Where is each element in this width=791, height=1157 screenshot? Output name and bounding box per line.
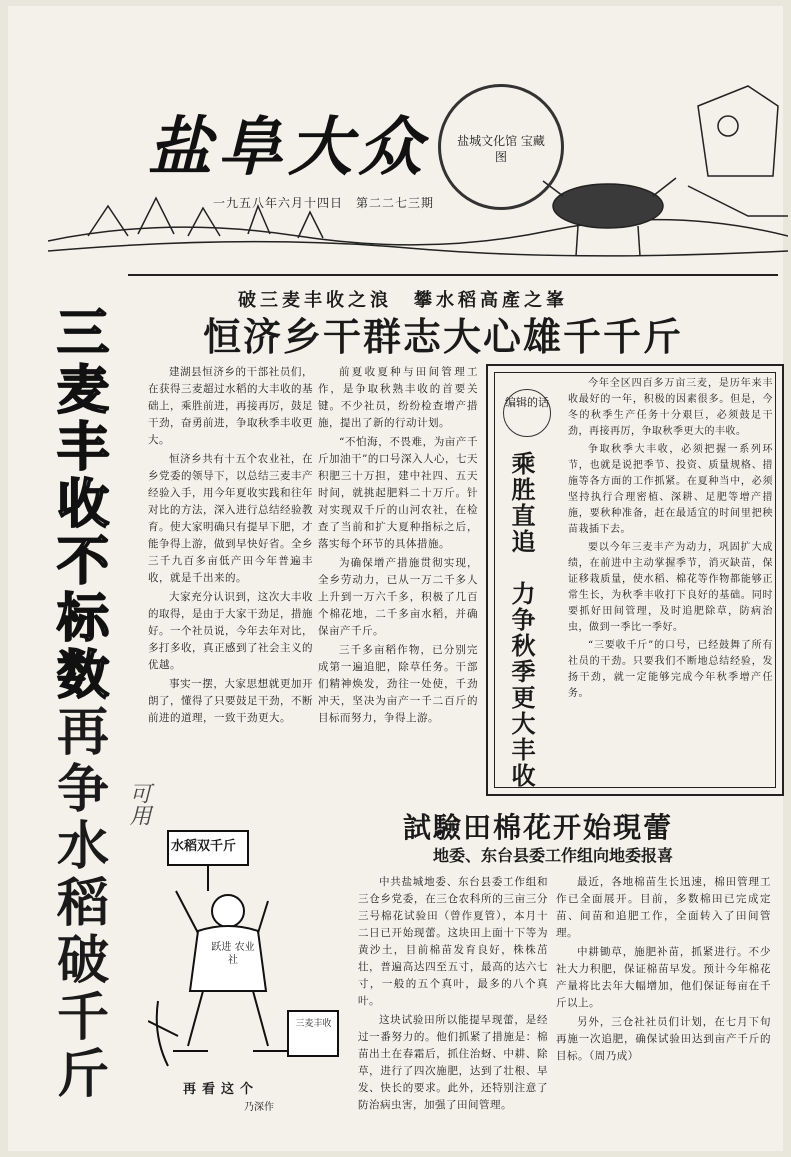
- cartoon-sign-text: 水稻双千斤: [171, 839, 237, 854]
- slogan-char: 丰: [56, 418, 109, 478]
- slogan-char: 不: [56, 532, 109, 592]
- paragraph: 另外，三仓社社员们计划，在七月下旬再施一次追肥，确保试验田达到亩产千斤的目标。（周乃成）: [556, 1016, 771, 1062]
- paragraph: 三千多亩稻作物，已分别完成第一遍追肥，除草任务。干部们精神焕发，劲往一处使，千劲冲天，坚决为亩产一千二百斤的目标而努力，争得上游。: [318, 644, 478, 724]
- masthead-divider: [128, 274, 778, 276]
- lead-subhead: 破三麦丰收之浪 攀水稻高產之峯: [238, 290, 568, 311]
- paragraph: 最近，各地棉苗生长迅速，棉田管理工作已全面展开。目前，多数棉田已完成定苗、间苗和追肥工作，全面转入了田间管理。: [556, 876, 771, 939]
- slogan-char: 千: [56, 988, 109, 1048]
- library-stamp: [438, 84, 564, 210]
- masthead-title: 盐阜大众: [148, 110, 428, 185]
- slogan-char: 破: [56, 931, 109, 991]
- slogan-char: 麦: [56, 361, 109, 421]
- paragraph: 为确保增产措施贯彻实现，全乡劳动力，已从一万二千多人上升到一万六千多，积极了几百个棉花地，二千多亩水稻，并确保亩产千斤。: [318, 557, 478, 637]
- cartoon-shirt-text: 跃进 农业社: [211, 942, 255, 966]
- second-headline: 試驗田棉花开始現蕾: [403, 811, 674, 844]
- slogan-char: 稻: [56, 874, 109, 934]
- paragraph: 今年全区四百多万亩三麦，是历年来丰收最好的一年，积极的因素很多。但是，今冬的秋季生产任务十分艰巨，必须鼓足干劲，再接再厉，争取秋季更大的丰收。: [568, 378, 773, 437]
- paragraph: 中共盐城地委、东台县委工作组和三仓乡党委，在三仓农科所的三亩三分三号棉花试验田（曾作夏管），本月十二日已开始现蕾。这块田上面十下等为黄沙土，目前棉苗发育良好，株株茁壮，普遍高达四至五寸，最高的达六七寸，一般的五个真叶，最多的八个真叶。: [358, 876, 548, 1007]
- editorial-text: [568, 376, 773, 786]
- editorial-vertical-title: 乘胜直追 力争秋季更大丰收: [507, 451, 536, 789]
- cartoon-box-text: 三麦丰收: [295, 1019, 332, 1029]
- stamp-text: 盐城文化馆 宝藏图: [457, 134, 545, 164]
- second-column-2: [556, 874, 771, 1134]
- slogan-char: 数: [56, 646, 109, 706]
- slogan-char: 标: [56, 589, 109, 649]
- paragraph: 建湖县恒济乡的干部社员们，在获得三麦超过水稻的大丰收的基础上，乘胜前进，再接再厉，鼓足干劲，奋勇前进，争取秋季丰收更大。: [148, 366, 313, 446]
- paragraph: 这块试验田所以能提早现蕾，是经过一番努力的。他们抓紧了措施是：棉苗出土在春霜后，抓住治蚜、中耕、除草，进行了四次施肥，达到了壮根、早发、快长的要求。此外，还特别注意了防治病虫害，加强了田间管理。: [358, 1014, 548, 1111]
- vertical-slogan: [18, 306, 148, 1104]
- paragraph: 前夏收夏种与田间管理工作，是争取秋熟丰收的首要关键。不少社员，纷纷检查增产措施，提出了新的行动计划。: [318, 366, 478, 429]
- newspaper-page: [8, 6, 783, 1151]
- paragraph: 事实一摆，大家思想就更加开朗了，懂得了只要鼓足干劲，不断前进的道理，一致干劲更大。: [148, 678, 313, 724]
- cartoon-caption: 再看这个: [183, 1082, 260, 1097]
- slogan-char: 争: [56, 760, 109, 820]
- paragraph: 中耕锄草，施肥补苗，抓紧进行。不少社大力积肥，保证棉苗早发。预计今年棉花产量将比去年大幅增加，他们保证每亩在千斤以上。: [556, 946, 771, 1009]
- paragraph: 恒济乡共有十五个农业社，在乡党委的领导下，以总结三麦丰产经验入手，用今年夏收实践和往年对比的方法，深入进行总结经验教育。使大家明确只有提早下肥，才能争得上游，做到早快好省。全乡三千九百多亩低产田今年普遍丰收，就是千出来的。: [148, 453, 313, 584]
- paragraph: “三要收千斤”的口号，已经鼓舞了所有社员的干劲。只要我们不断地总结经验，发扬干劲，就一定能够完成今年秋季增产任务。: [568, 640, 773, 699]
- paragraph: 大家充分认识到，这次大丰收的取得，是由于大家干劲足，措施好。一个社员说，今年去年对比，多打多收，真正感到了社会主义的优越。: [148, 591, 313, 671]
- slogan-char: 收: [56, 475, 109, 535]
- slogan-char: 斤: [56, 1045, 109, 1105]
- paragraph: 争取秋季大丰收，必须把握一系列环节，也就是说把季节、投资、质量规格、措施等各方面的工作抓紧。在夏种当中，必须坚持执行合理密植、深耕、足肥等增产措施，要秋种准备，赶在最适宜的时间里把秧苗栽插下去。: [568, 444, 773, 535]
- paragraph: “不怕海，不畏难，为亩产千斤加油干”的口号深入人心，七天积肥三十万担，建中社四、五天时间，就挑起肥料二十万斤。针对实现双千斤的山河农社，在检查了当前和扩大夏种指标之后，落实每个环节的具体措施。: [318, 436, 478, 550]
- slogan-char: 水: [56, 817, 109, 877]
- slogan-char: 再: [56, 703, 109, 763]
- editor-note-badge: 编辑的话: [503, 389, 551, 437]
- slogan-char: 三: [56, 304, 109, 364]
- handwritten-note: 可用: [126, 782, 151, 826]
- second-subhead: 地委、东台县委工作组向地委报喜: [433, 846, 674, 865]
- lead-column-2: [318, 364, 478, 804]
- second-column-1: [358, 874, 548, 1134]
- cartoon-author: 乃深作: [244, 1102, 274, 1113]
- lead-headline: 恒济乡干群志大心雄千千斤: [203, 314, 684, 359]
- lead-column-1: [148, 364, 313, 804]
- paragraph: 要以今年三麦丰产为动力，巩固扩大成绩，在前进中主动掌握季节，消灭缺苗，保证移栽质量，使水稻、棉花等作物都能够正常生长，为秋季丰收打下良好的基础。同时要抓好田间管理，及时追肥除草，防病治虫，做到一季比一季好。: [568, 542, 773, 633]
- dateline: 一九五八年六月十四日 第二二七三期: [213, 196, 435, 210]
